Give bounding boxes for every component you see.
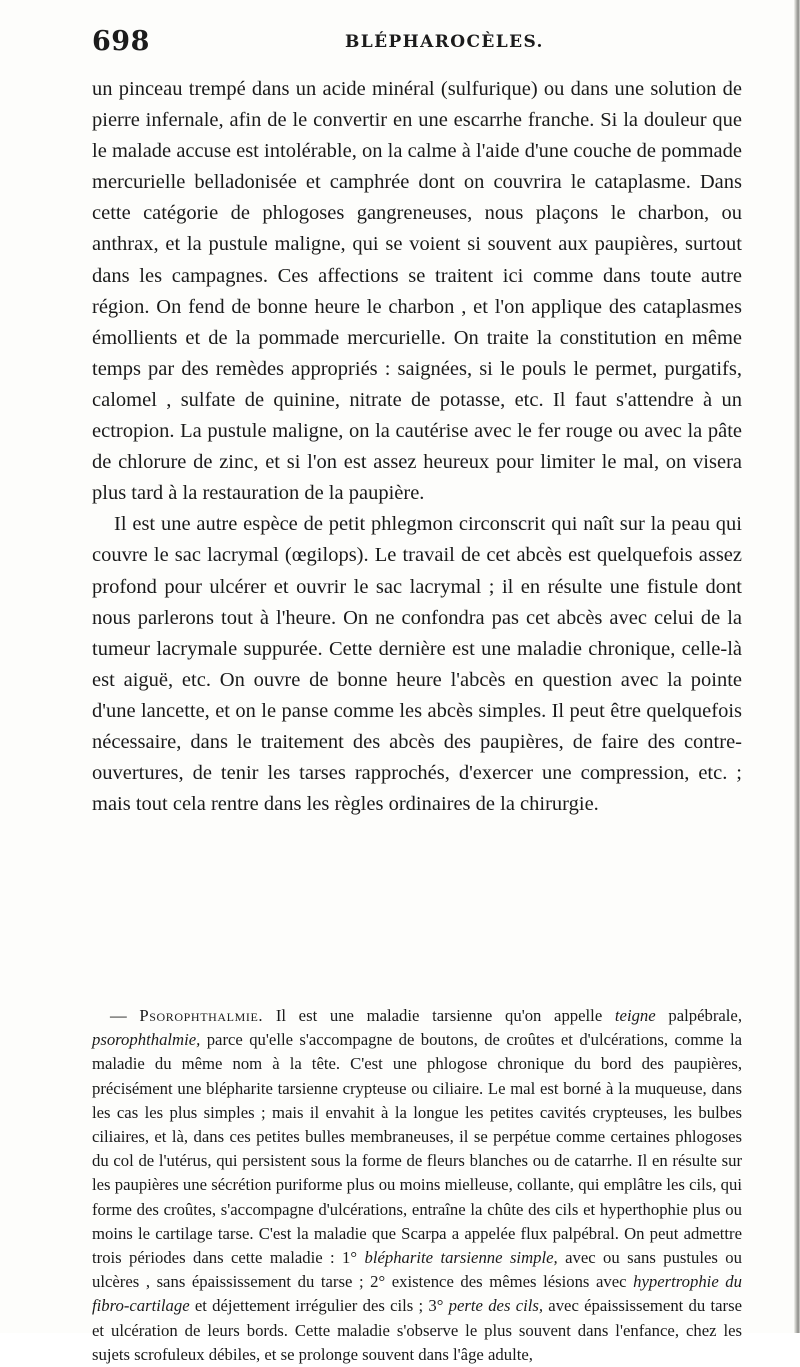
page-header bbox=[92, 26, 742, 66]
note-italic: hypertrophie du fibro-cartilage bbox=[92, 1272, 742, 1316]
note-dash: — bbox=[110, 1006, 140, 1025]
main-text bbox=[92, 74, 742, 820]
note-italic: teigne bbox=[614, 1006, 656, 1025]
note-text: avec épaississement du tarse et ulcération de leurs bords. Cette maladie s'observe le plus souvent dans l'enfance, chez les sujets scrofuleux débiles, et se prolonge souvent dans l'âge adulte, bbox=[92, 1296, 742, 1364]
note-italic: blépharite tarsienne simple, bbox=[364, 1248, 558, 1268]
page-number: 698 bbox=[92, 26, 150, 57]
note-text: avec ou sans pustules ou ulcères , sans épaississement du tarse ; 2° existence des mêmes lésions avec bbox=[92, 1248, 742, 1292]
footnote-psorophthalmie bbox=[92, 1004, 742, 1367]
page-edge bbox=[794, 0, 800, 1333]
note-term: Psorophthalmie. bbox=[139, 1006, 264, 1025]
running-title: BLÉPHAROCÈLES. bbox=[345, 32, 544, 52]
note-text: parce qu'elle s'accompagne de boutons, de croûtes et d'ulcérations, comme la maladie du même nom à la tête. C'est une phlogose chronique du bord des paupières, précisément une blépharite tarsienne crypteuse ou ciliaire. Le mal est borné à la muqueuse, dans les cas les plus simples ; mais il envahit à la longue les petites cavités crypteuses, les bulbes ciliaires, et là, dans ces petites bulles membraneuses, il se perpétue comme certaines phlogoses du col de l'utérus, qui persistent sous la forme de fleurs blanches ou de catarrhe. Il en résulte sur les paupières une sécrétion puriforme plus ou moins mielleuse, collante, qui emplâtre les cils, qui forme des croûtes, s'accompagne d'ulcérations, entraîne la chûte des cils et hyperthophie plus ou moins le cartilage tarse. C'est la maladie que Scarpa a appelée flux palpébral. On peut admettre trois périodes dans cette maladie : 1° bbox=[92, 1030, 742, 1268]
note-italic: psorophthalmie, bbox=[92, 1030, 201, 1050]
note-text: palpébrale, bbox=[655, 1006, 743, 1025]
note-italic: perte des cils, bbox=[448, 1296, 544, 1316]
paragraph: Il est une autre espèce de petit phlegmon circonscrit qui naît sur la peau qui couvre le sac lacrymal (œgilops). Le travail de cet abcès est quelquefois assez profond pour ulcérer et ouvrir le sac lacrymal ; il en résulte une fistule dont nous parlerons tout à l'heure. On ne confondra pas cet abcès avec celui de la tumeur lacrymale suppurée. Cette dernière est une maladie chronique, celle-là est aiguë, etc. On ouvre de bonne heure l'abcès en question avec la pointe d'une lancette, et on le panse comme les abcès simples. Il peut être quelquefois nécessaire, dans le traitement des abcès des paupières, de faire des contre-ouvertures, de tenir les tarses rapprochés, d'exercer une compression, etc. ; mais tout cela rentre dans les règles ordinaires de la chirurgie. bbox=[92, 513, 742, 816]
note-text: Il est une maladie tarsienne qu'on appelle bbox=[263, 1006, 615, 1025]
note-text: et déjettement irrégulier des cils ; 3° bbox=[189, 1296, 449, 1316]
paragraph: un pinceau trempé dans un acide minéral (sulfurique) ou dans une solution de pierre infernale, afin de le convertir en une escarrhe franche. Si la douleur que le malade accuse est intolérable, on la calme à l'aide d'une couche de pommade mercurielle belladonisée et camphrée dont on couvrira le cataplasme. Dans cette catégorie de phlogoses gangreneuses, nous plaçons le charbon, ou anthrax, et la pustule maligne, qui se voient si souvent aux paupières, surtout dans les campagnes. Ces affections se traitent ici comme dans toute autre région. On fend de bonne heure le charbon , et l'on applique des cataplasmes émollients et de la pommade mercurielle. On traite la constitution en même temps par des remèdes appropriés : saignées, si le pouls le permet, purgatifs, calomel , sulfate de quinine, nitrate de potasse, etc. Il faut s'attendre à un ectropion. La pustule maligne, on la cautérise avec le fer rouge ou avec la pâte de chlorure de zinc, et si l'on est assez heureux pour limiter le mal, on visera plus tard à la restauration de la paupière. bbox=[92, 78, 742, 505]
